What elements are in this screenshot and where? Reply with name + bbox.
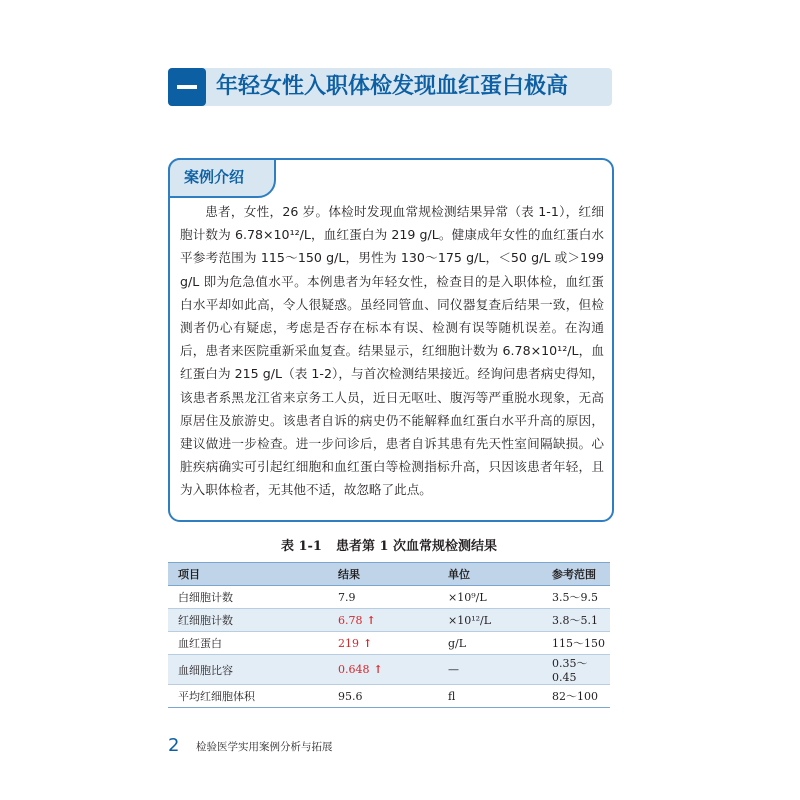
case-intro-body xyxy=(180,200,604,502)
section-number-glyph xyxy=(177,85,197,89)
case-intro-tab xyxy=(168,158,276,198)
chapter-title-bar xyxy=(168,68,612,106)
cell-result xyxy=(328,609,438,632)
table-row xyxy=(168,609,610,632)
cell-unit: ×10¹²/L xyxy=(438,609,542,632)
page-number: 2 xyxy=(168,735,180,756)
cell-reference: 3.8～5.1 xyxy=(542,609,610,632)
cell-unit: g/L xyxy=(438,632,542,655)
blood-test-results-table xyxy=(168,562,610,708)
result-value-abnormal: 0.648 xyxy=(338,663,370,676)
cell-reference: 0.35～0.45 xyxy=(542,655,610,685)
cell-result xyxy=(328,586,438,609)
table-row xyxy=(168,685,610,708)
header-result: 结果 xyxy=(328,563,438,586)
running-book-title: 检验医学实用案例分析与拓展 xyxy=(196,741,333,753)
case-intro-paragraph: 患者，女性，26 岁。体检时发现血常规检测结果异常（表 1-1），红细胞计数为 6.78×10¹²/L，血红蛋白为 219 g/L。健康成年女性的血红蛋白水平参考范围为 115～150 g/L，男性为 130～175 g/L，＜50 g/L 或＞199 g/L 即为危急值水平。本例患者为年轻女性，检查目的是入职体检，血红蛋白水平却如此高，令人很疑惑。虽经同管血、同仪器复查后结果一致，但检测者仍心有疑虑，考虑是否存在标本有误、检测有误等随机误差。在沟通后，患者来医院重新采血复查。结果显示，红细胞计数为 6.78×10¹²/L，血红蛋白为 215 g/L（表 1-2），与首次检测结果接近。经询问患者病史得知，该患者系黑龙江省来京务工人员，近日无呕吐、腹泻等严重脱水现象，无高原居住及旅游史。该患者自诉的病史仍不能解释血红蛋白水平升高的原因，建议做进一步检查。进一步问诊后，患者自诉其患有先天性室间隔缺损。心脏疾病确实可引起红细胞和血红蛋白等检测指标升高，只因该患者年轻，且为入职体检者，无其他不适，故忽略了此点。 xyxy=(180,204,604,498)
result-value-abnormal: 6.78 xyxy=(338,613,363,627)
table-caption-number: 表 1-1 xyxy=(280,539,322,554)
table-caption xyxy=(168,538,610,556)
cell-unit: ×10⁹/L xyxy=(438,586,542,609)
cell-result xyxy=(328,685,438,708)
up-arrow-icon: ↑ xyxy=(363,636,373,650)
header-item: 项目 xyxy=(168,563,328,586)
case-intro-label: 案例介绍 xyxy=(184,168,245,186)
up-arrow-icon: ↑ xyxy=(373,663,383,676)
table-row xyxy=(168,586,610,609)
cell-item: 白细胞计数 xyxy=(168,586,328,609)
result-value: 95.6 xyxy=(338,689,363,703)
cell-item: 红细胞计数 xyxy=(168,609,328,632)
header-reference: 参考范围 xyxy=(542,563,610,586)
cell-result xyxy=(328,632,438,655)
cell-reference: 3.5～9.5 xyxy=(542,586,610,609)
cell-unit: — xyxy=(438,655,542,685)
table-row xyxy=(168,655,610,685)
cell-item: 血红蛋白 xyxy=(168,632,328,655)
chapter-title: 年轻女性入职体检发现血红蛋白极高 xyxy=(216,74,569,99)
cell-item: 平均红细胞体积 xyxy=(168,685,328,708)
section-number-badge xyxy=(168,68,206,106)
cell-result xyxy=(328,655,438,685)
table-header-row xyxy=(168,563,610,586)
result-value: 7.9 xyxy=(338,590,356,604)
table-row xyxy=(168,632,610,655)
cell-reference: 82～100 xyxy=(542,685,610,708)
cell-item: 血细胞比容 xyxy=(168,655,328,685)
header-unit: 单位 xyxy=(438,563,542,586)
cell-reference: 115～150 xyxy=(542,632,610,655)
cell-unit: fl xyxy=(438,685,542,708)
up-arrow-icon: ↑ xyxy=(366,613,376,627)
table-caption-title: 患者第 1 次血常规检测结果 xyxy=(335,539,498,554)
result-value-abnormal: 219 xyxy=(338,636,359,650)
